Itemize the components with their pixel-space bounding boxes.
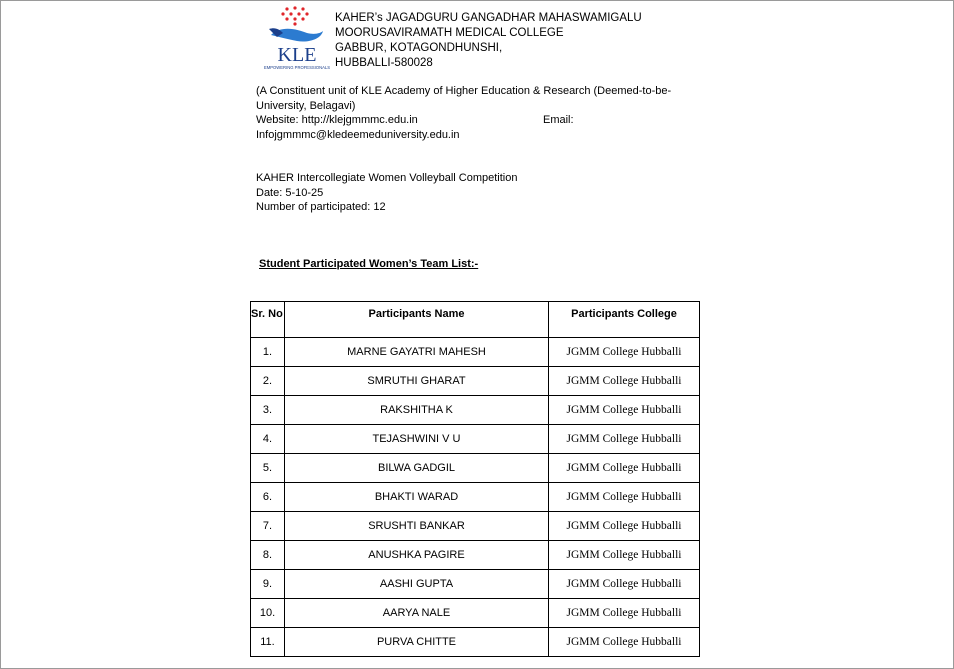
table-row xyxy=(251,425,700,454)
row-name: AASHI GUPTA xyxy=(285,570,549,599)
row-sr: 5. xyxy=(251,454,285,483)
affiliation-line-2: University, Belagavi) xyxy=(256,99,356,112)
college-line-1: KAHER’s JAGADGURU GANGADHAR MAHASWAMIGALU xyxy=(335,12,642,24)
event-participants: Number of participated: 12 xyxy=(256,201,386,213)
row-sr: 2. xyxy=(251,367,285,396)
row-college: JGMM College Hubballi xyxy=(549,599,700,628)
table-row xyxy=(251,454,700,483)
affiliation-block xyxy=(256,84,696,142)
table-row xyxy=(251,338,700,367)
row-name: RAKSHITHA K xyxy=(285,396,549,425)
table-row xyxy=(251,541,700,570)
row-college: JGMM College Hubballi xyxy=(549,570,700,599)
row-college: JGMM College Hubballi xyxy=(549,367,700,396)
table-row xyxy=(251,483,700,512)
logo-tagline: EMPOWERING PROFESSIONALS xyxy=(263,65,331,70)
row-college: JGMM College Hubballi xyxy=(549,454,700,483)
row-college: JGMM College Hubballi xyxy=(549,483,700,512)
website-text: Website: http://klejgmmmc.edu.in xyxy=(256,114,418,126)
row-sr: 9. xyxy=(251,570,285,599)
row-sr: 10. xyxy=(251,599,285,628)
row-college: JGMM College Hubballi xyxy=(549,425,700,454)
table-row xyxy=(251,599,700,628)
row-name: AARYA NALE xyxy=(285,599,549,628)
header-participant-name: Participants Name xyxy=(285,302,549,338)
row-sr: 6. xyxy=(251,483,285,512)
row-name: SMRUTHI GHARAT xyxy=(285,367,549,396)
event-date: Date: 5-10-25 xyxy=(256,186,324,199)
row-college: JGMM College Hubballi xyxy=(549,396,700,425)
table-row xyxy=(251,628,700,657)
table-row xyxy=(251,570,700,599)
row-sr: 7. xyxy=(251,512,285,541)
table-row xyxy=(251,396,700,425)
row-sr: 3. xyxy=(251,396,285,425)
table-row xyxy=(251,367,700,396)
college-address xyxy=(335,11,642,71)
row-sr: 8. xyxy=(251,541,285,570)
header-sr-no: Sr. No xyxy=(251,302,285,338)
event-title: KAHER Intercollegiate Women Volleyball Competition xyxy=(256,172,518,184)
row-name: ANUSHKA PAGIRE xyxy=(285,541,549,570)
logo-text: KLE xyxy=(277,44,317,66)
table-header-row xyxy=(251,302,700,338)
row-name: BILWA GADGIL xyxy=(285,454,549,483)
college-line-3: GABBUR, KOTAGONDHUNSHI, xyxy=(335,42,503,54)
row-name: PURVA CHITTE xyxy=(285,628,549,657)
event-details xyxy=(256,171,517,215)
kle-logo-icon xyxy=(263,5,331,71)
team-list-heading: Student Participated Women’s Team List:- xyxy=(259,258,479,270)
row-name: BHAKTI WARAD xyxy=(285,483,549,512)
row-college: JGMM College Hubballi xyxy=(549,512,700,541)
team-table xyxy=(250,301,700,657)
row-college: JGMM College Hubballi xyxy=(549,541,700,570)
kle-logo xyxy=(263,5,331,71)
table-row xyxy=(251,512,700,541)
website-row xyxy=(256,113,696,128)
email-text: Infojgmmmc@kledeemeduniversity.edu.in xyxy=(256,128,460,141)
row-sr: 4. xyxy=(251,425,285,454)
row-name: TEJASHWINI V U xyxy=(285,425,549,454)
row-college: JGMM College Hubballi xyxy=(549,338,700,367)
row-name: SRUSHTI BANKAR xyxy=(285,512,549,541)
college-line-2: MOORUSAVIRAMATH MEDICAL COLLEGE xyxy=(335,27,564,39)
row-sr: 11. xyxy=(251,628,285,657)
affiliation-line-1: (A Constituent unit of KLE Academy of Higher Education & Research (Deemed-to-be- xyxy=(256,85,672,97)
college-line-4: HUBBALLI-580028 xyxy=(335,57,433,69)
row-sr: 1. xyxy=(251,338,285,367)
header-participant-college: Participants College xyxy=(549,302,700,338)
email-label: Email: xyxy=(543,114,574,126)
row-college: JGMM College Hubballi xyxy=(549,628,700,657)
row-name: MARNE GAYATRI MAHESH xyxy=(285,338,549,367)
